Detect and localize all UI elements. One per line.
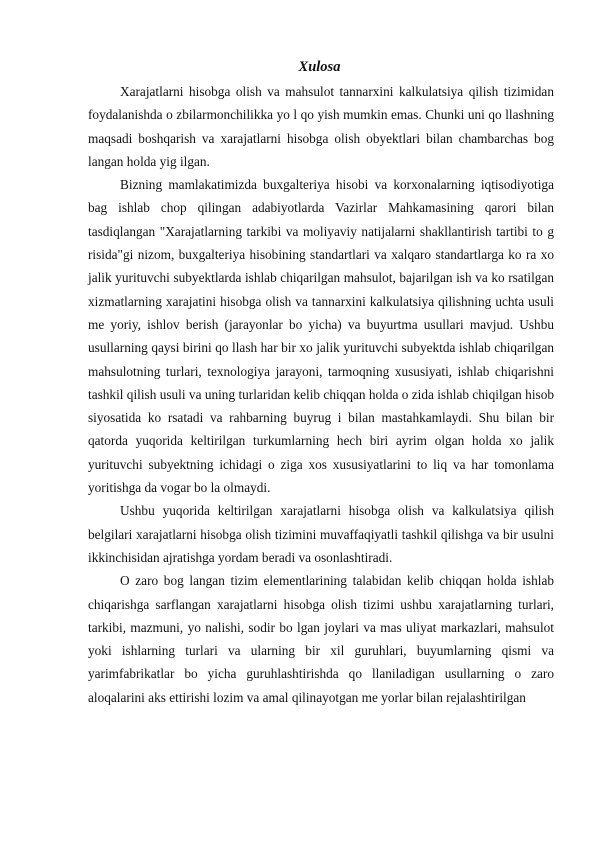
document-title: Xulosa xyxy=(298,59,341,75)
paragraph: Ushbu yuqorida keltirilgan xarajatlarni hisobga olish va kalkulatsiya qilish belgilari xarajatlarni hisobga olish tizimini muvaffaqiyatli tashkil qilishga va bir usulni ikkinchisidan ajratishga yordam beradi va osonlashtiradi. xyxy=(88,503,554,565)
paragraph: Xarajatlarni hisobga olish va mahsulot tannarxini kalkulatsiya qilish tizimidan foydalanishda o zbilarmonchilikka yo l qo yish mumkin emas. Chunki uni qo llashning maqsadi boshqarish va xarajatlarni hisobga olish obyektlari bilan chambarchas bog langan holda yig ilgan. xyxy=(88,84,554,169)
paragraph: O zaro bog langan tizim elementlarining talabidan kelib chiqqan holda ishlab chiqarishga sarflangan xarajatlarni hisobga olish tizimi ushbu xarajatlarning turlari, tarkibi, mazmuni, yo nalishi, sodir bo lgan joylari va mas uliyat markazlari, mahsulot yoki ishlarning turlari va ularning bir xil guruhlari, buyumlarning qismi va yarimfabrikatlar bo yicha guruhlashtirishda qo llaniladigan usullarning o zaro aloqalarini aks ettirishi lozim va amal qilinayotgan me yorlar bilan rejalashtirilgan xyxy=(88,573,554,705)
document-body xyxy=(88,80,554,709)
paragraph: Bizning mamlakatimizda buxgalteriya hisobi va korxonalarning iqtisodiyotiga bag ishlab chop qilingan adabiyotlarda Vazirlar Mahkamasining qarori bilan tasdiqlangan "Xarajatlarning tarkibi va moliyaviy natijalarni shakllantirish tartibi to g risida"gi nizom, buxgalteriya hisobining standartlari va xalqaro standartlarga ko ra xo jalik yurituvchi subyektlarda ishlab chiqarilgan mahsulot, bajarilgan ish va ko rsatilgan xizmatlarning xarajatini hisobga olish va tannarxini kalkulatsiya qilishning uchta usuli me yoriy, ishlov berish (jarayonlar bo yicha) va buyurtma usullari mavjud. Ushbu usullarning qaysi birini qo llash har bir xo jalik yurituvchi subyektda ishlab chiqarilgan mahsulotning turlari, texnologiya jarayoni, tarmoqning xususiyati, ishlab chiqarishni tashkil qilish usuli va uning turlaridan kelib chiqqan holda o zida ishlab chiqilgan hisob siyosatida ko rsatadi va rahbarning buyrug i bilan mastahkamlaydi. Shu bilan bir qatorda yuqorida keltirilgan turkumlarning hech biri ayrim olgan holda xo jalik yurituvchi subyektning ichidagi o ziga xos xususiyatlarini to liq va har tomonlama yoritishga da vogar bo la olmaydi. xyxy=(88,177,554,496)
